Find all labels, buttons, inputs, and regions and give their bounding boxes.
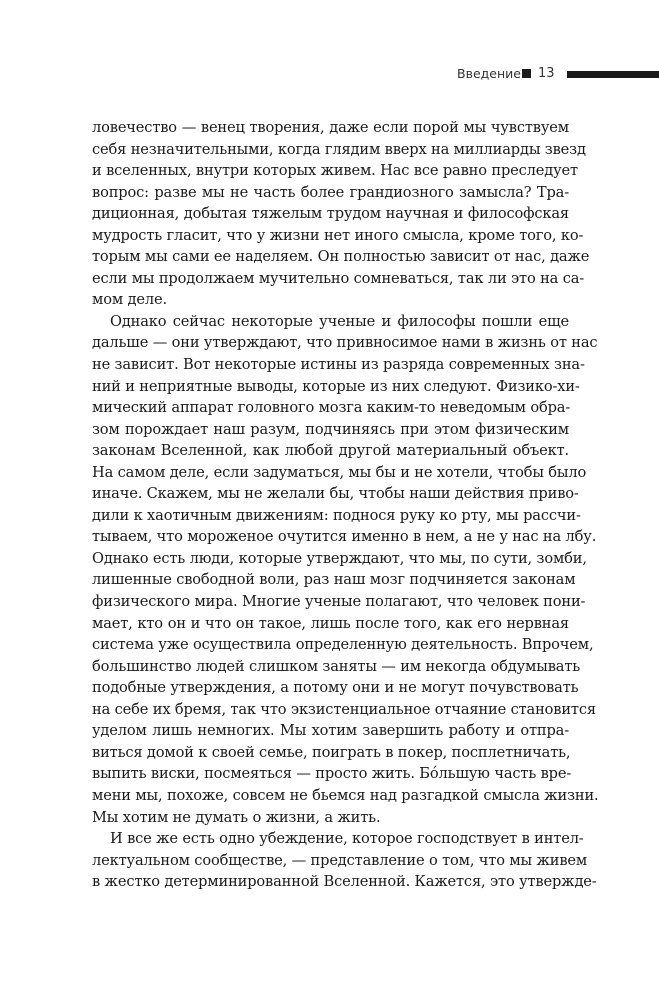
text-line: иначе. Скажем, мы не желали бы, чтобы наши действия приво- (92, 485, 579, 503)
header-square-mark (522, 69, 531, 78)
header-rule-bar (567, 71, 659, 78)
text-line: и вселенных, внутри которых живем. Нас все равно преследует (92, 162, 578, 180)
text-line: Однако сейчас некоторые ученые и философы пошли еще (110, 312, 569, 330)
text-line: виться домой к своей семье, поиграть в покер, посплетничать, (92, 743, 571, 761)
text-line: мудрость гласит, что у жизни нет иного смысла, кроме того, ко- (92, 226, 584, 244)
text-line: мический аппарат головного мозга каким-то неведомым обра- (92, 399, 571, 417)
text-line: физического мира. Многие ученые полагают, что человек пони- (92, 593, 586, 611)
text-line: дальше — они утверждают, что привносимое нами в жизнь от нас (92, 334, 598, 352)
text-line: себя незначительными, когда глядим вверх на миллиарды звезд (92, 140, 586, 158)
text-line: подобные утверждения, а потому они и не могут почувствовать (92, 679, 579, 697)
text-line: выпить виски, посмеяться — просто жить. Бóльшую часть вре- (92, 765, 572, 783)
text-line: Мы хотим не думать о жизни, а жить. (92, 808, 381, 826)
text-line: тываем, что мороженое очутится именно в нем, а не у нас на лбу. (92, 528, 597, 546)
running-header (0, 64, 659, 84)
section-title: Введение (457, 66, 521, 81)
text-line: торым мы сами ее наделяем. Он полностью зависит от нас, даже (92, 248, 590, 266)
text-line: большинство людей слишком заняты — им некогда обдумывать (92, 657, 581, 675)
text-line: На самом деле, если задуматься, мы бы и не хотели, чтобы было (92, 463, 587, 481)
text-line: дили к хаотичным движениям: поднося руку ко рту, мы рассчи- (92, 506, 581, 524)
text-line: мени мы, похоже, совсем не бьемся над разгадкой смысла жизни. (92, 786, 599, 804)
text-line: в жестко детерминированной Вселенной. Кажется, это утвержде- (92, 873, 597, 891)
text-line: если мы продолжаем мучительно сомневаться, так ли это на са- (92, 269, 585, 287)
text-line: на себе их бремя, так что экзистенциальное отчаяние становится (92, 700, 596, 718)
text-line: диционная, добытая тяжелым трудом научная и философская (92, 205, 569, 223)
text-line: И все же есть одно убеждение, которое господствует в интел- (110, 830, 584, 848)
text-line: законам Вселенной, как любой другой материальный объект. (92, 442, 569, 460)
text-line: мает, кто он и что он такое, лишь после того, как его нервная (92, 614, 569, 632)
text-line: зом порождает наш разум, подчиняясь при этом физическим (92, 420, 569, 438)
page-number: 13 (538, 66, 555, 81)
text-line: мом деле. (92, 291, 167, 309)
text-line: вопрос: разве мы не часть более грандиозного замысла? Тра- (92, 183, 569, 201)
text-line: лектуальном сообществе, — представление о том, что мы живем (92, 851, 588, 869)
text-line: ловечество — венец творения, даже если порой мы чувствуем (92, 119, 569, 136)
text-line: система уже осуществила определенную деятельность. Впрочем, (92, 636, 594, 654)
text-line: ний и неприятные выводы, которые из них следуют. Физико-хи- (92, 377, 580, 395)
text-line: Однако есть люди, которые утверждают, что мы, по сути, зомби, (92, 549, 587, 567)
text-line: не зависит. Вот некоторые истины из разряда современных зна- (92, 356, 585, 374)
text-line: лишенные свободной воли, раз наш мозг подчиняется законам (92, 571, 576, 589)
body-text (92, 117, 599, 893)
text-line: уделом лишь немногих. Мы хотим завершить работу и отпра- (92, 722, 569, 740)
